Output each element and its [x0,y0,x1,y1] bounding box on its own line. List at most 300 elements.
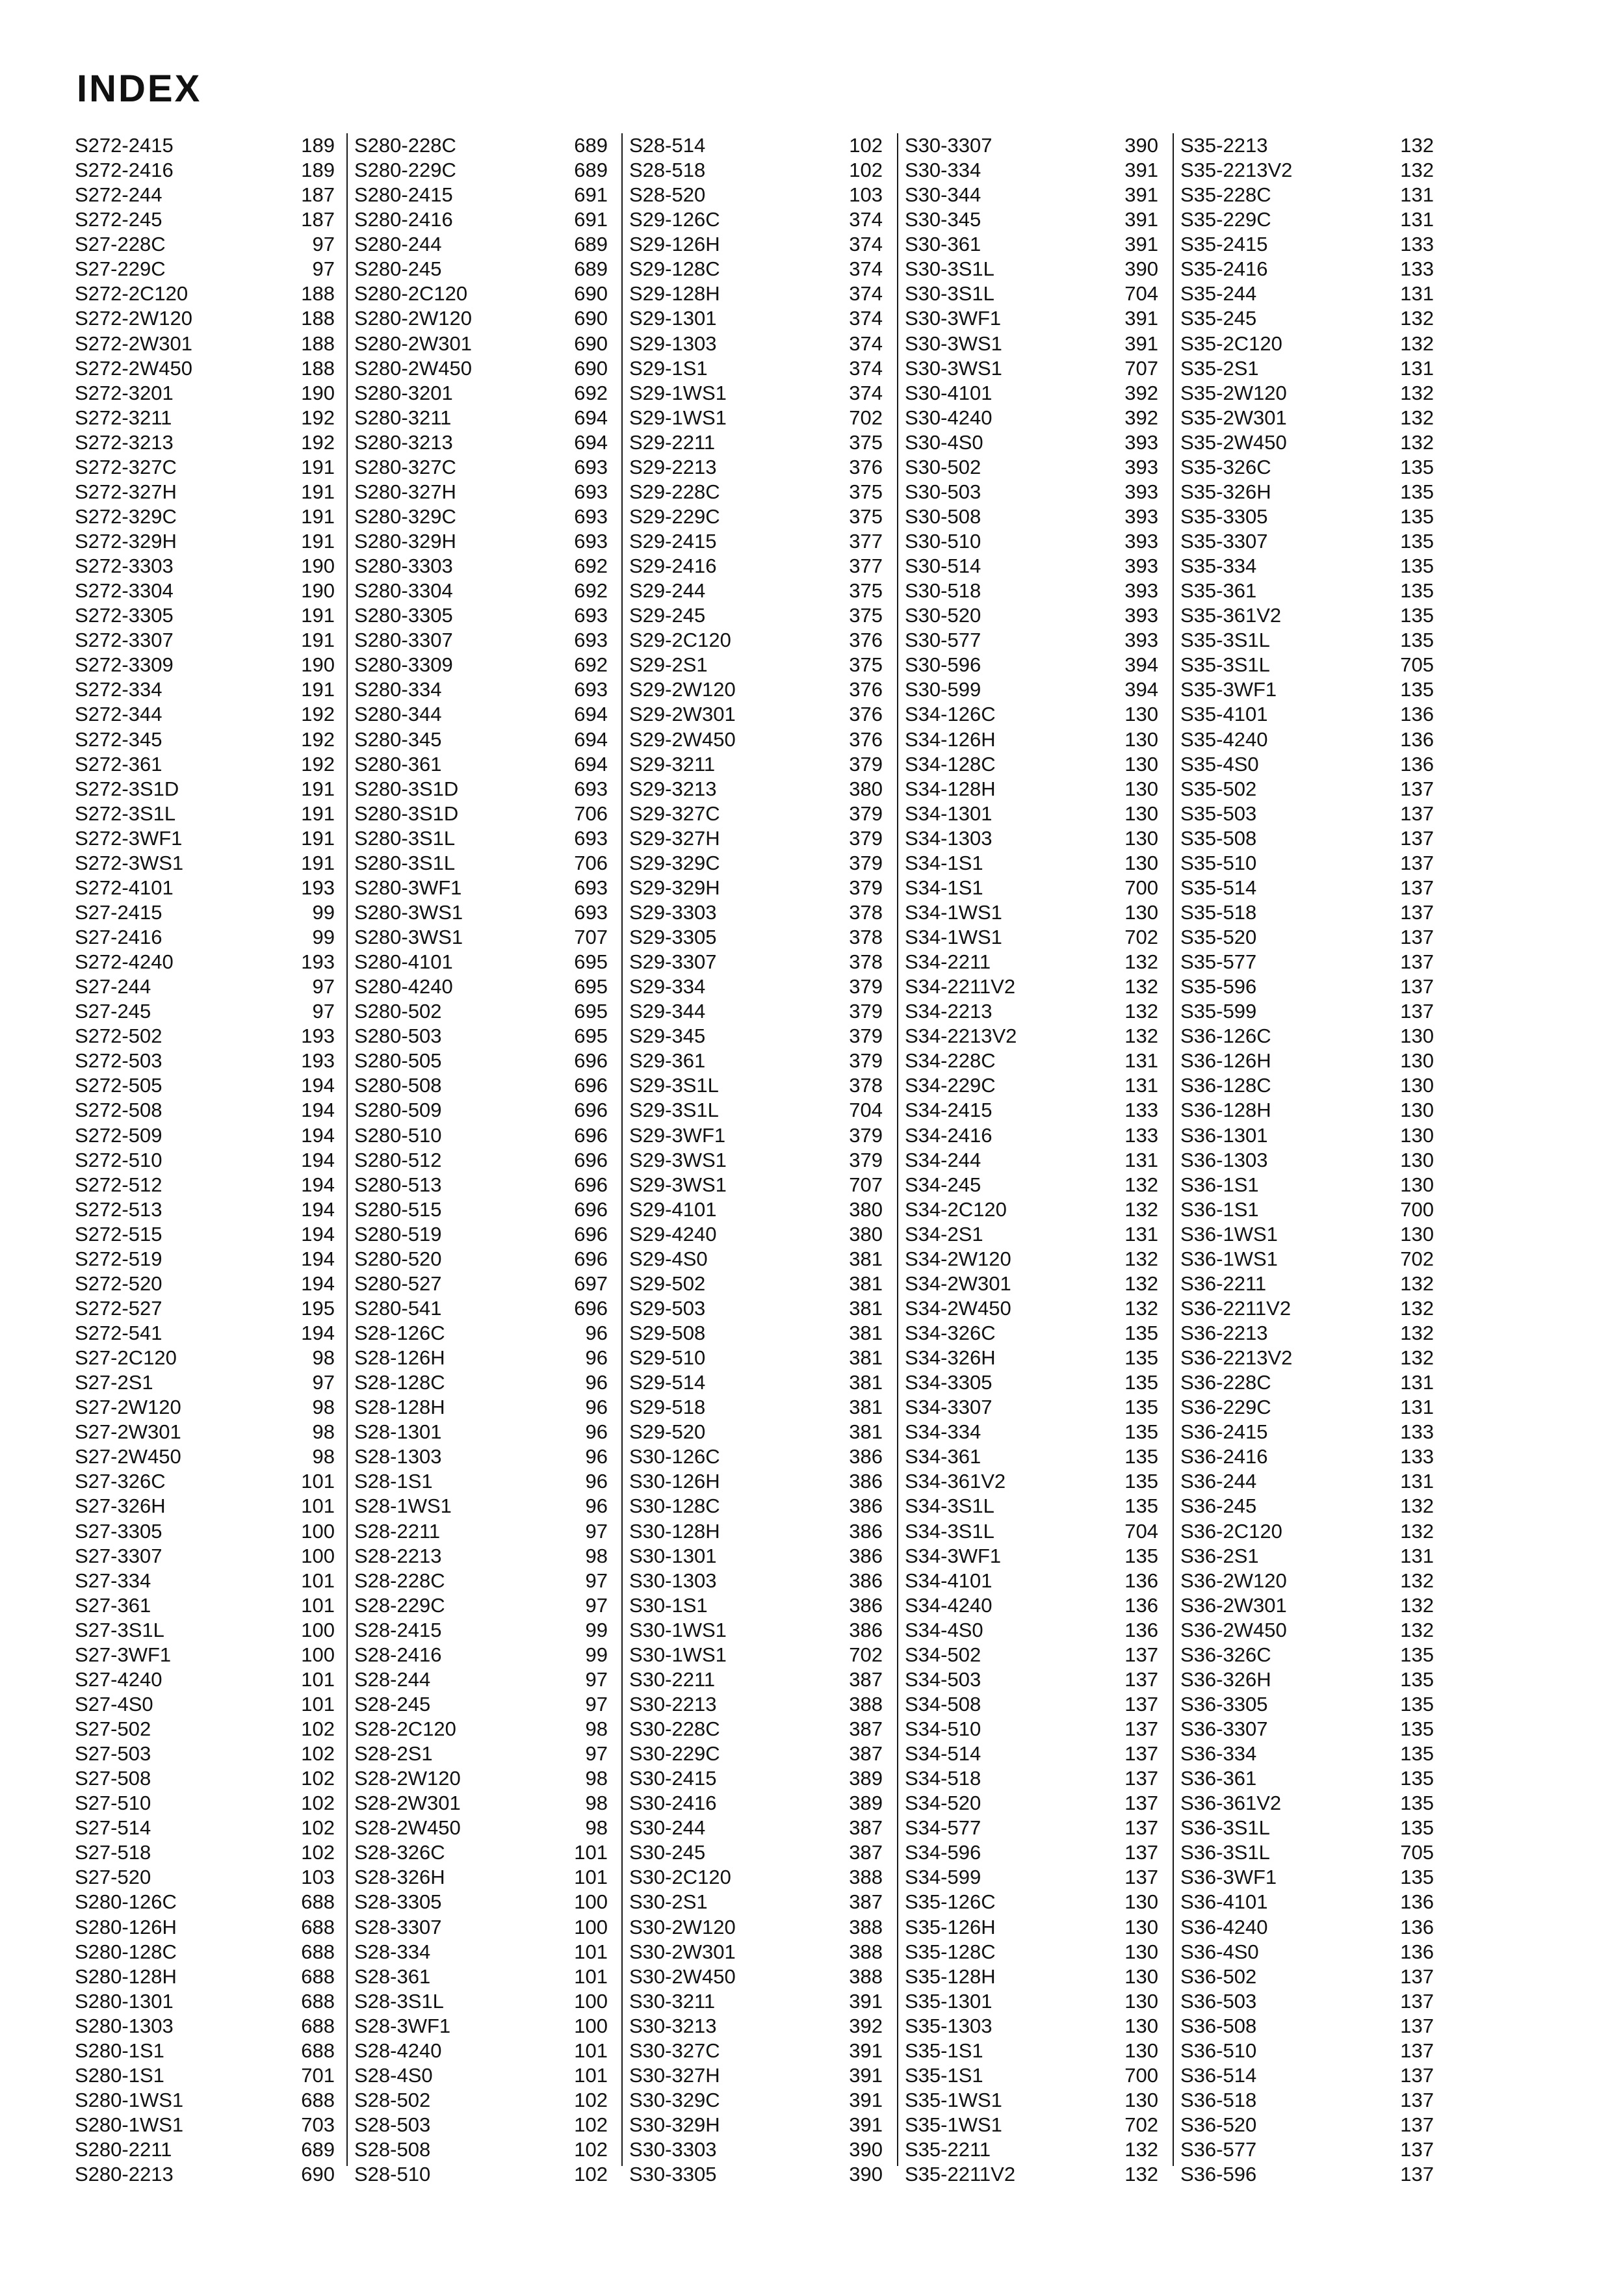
index-entry [905,1865,1158,1890]
page-number: 102 [574,2088,608,2111]
page-number: 194 [301,1222,335,1246]
page-number: 137 [1124,1717,1158,1740]
page-number: 706 [574,802,608,825]
index-entry [1180,1544,1434,1569]
product-code: S36-228C [1180,1371,1271,1394]
page-number: 693 [574,629,608,652]
index-entry [905,1766,1158,1791]
product-code: S34-2C120 [905,1197,1007,1221]
product-code: S30-2415 [629,1767,717,1790]
page-number: 131 [1400,1396,1434,1419]
index-entry [1180,1494,1434,1519]
page-number: 137 [1400,900,1434,924]
index-entry [75,1494,335,1519]
index-entry [629,232,883,257]
product-code: S29-345 [629,1024,706,1048]
product-code: S34-2S1 [905,1222,983,1246]
page-number: 381 [849,1296,883,1320]
page-number: 386 [849,1445,883,1468]
index-entry [354,2137,608,2162]
product-code: S36-128C [1180,1074,1271,1097]
page-number: 98 [312,1420,335,1444]
index-entry [1180,1370,1434,1395]
page-number: 188 [301,282,335,306]
page-number: 688 [301,2014,335,2037]
page-number: 132 [1124,1197,1158,1221]
product-code: S28-128H [354,1396,445,1419]
product-code: S36-326H [1180,1667,1271,1691]
product-code: S36-4240 [1180,1915,1268,1938]
page-number: 97 [585,1692,608,1715]
page-number: 194 [301,1272,335,1295]
product-code: S35-2213V2 [1180,159,1293,182]
index-entry [905,1296,1158,1321]
page-number: 101 [301,1692,335,1715]
product-code: S36-1WS1 [1180,1247,1278,1270]
page-number: 696 [574,1173,608,1196]
index-entry [905,1791,1158,1816]
product-code: S30-3S1L [905,257,994,281]
page-number: 387 [849,1816,883,1840]
page-number: 137 [1124,1866,1158,1889]
page-number: 132 [1124,1024,1158,1048]
product-code: S35-502 [1180,777,1257,800]
product-code: S35-2416 [1180,257,1268,281]
product-code: S36-2213V2 [1180,1346,1293,1370]
page-number: 393 [1124,455,1158,478]
product-code: S280-245 [354,257,442,281]
page-number: 137 [1124,1792,1158,1815]
index-entry [75,1940,335,1964]
page-number: 102 [301,1841,335,1864]
page-number: 696 [574,1099,608,1122]
page-number: 97 [312,1000,335,1023]
product-code: S30-3305 [629,2163,717,2186]
page-number: 102 [301,1816,335,1840]
page-number: 102 [301,1742,335,1766]
index-entry [1180,207,1434,232]
page-number: 707 [1124,356,1158,380]
product-code: S35-126C [905,1890,996,1914]
page-number: 137 [1400,802,1434,825]
index-entry [75,950,335,974]
index-entry [75,1148,335,1173]
index-entry [905,999,1158,1024]
index-entry [354,480,608,504]
index-entry [905,628,1158,653]
page-number: 700 [1400,1197,1434,1221]
page-number: 187 [301,208,335,231]
product-code: S30-2C120 [629,1866,731,1889]
index-entry [75,1667,335,1692]
product-code: S280-3WF1 [354,876,462,899]
product-code: S27-229C [75,257,166,281]
index-entry [905,851,1158,876]
index-entry [354,406,608,430]
page-number: 137 [1400,2163,1434,2186]
product-code: S35-596 [1180,975,1257,998]
product-code: S27-228C [75,233,166,256]
page-number: 102 [849,159,883,182]
product-code: S29-3S1L [629,1074,719,1097]
index-entry [1180,430,1434,455]
page-number: 131 [1124,1148,1158,1171]
index-entry [75,628,335,653]
page-number: 100 [301,1519,335,1543]
product-code: S30-503 [905,480,981,503]
index-entry [1180,1940,1434,1964]
index-entry [1180,257,1434,281]
page-number: 191 [301,604,335,627]
index-entry [75,207,335,232]
page-number: 135 [1124,1420,1158,1444]
index-entry [905,257,1158,281]
index-entry [905,1148,1158,1173]
page-number: 100 [301,1544,335,1567]
index-entry [354,1444,608,1469]
page-number: 135 [1400,1717,1434,1740]
index-entry [75,999,335,1024]
page-number: 191 [301,455,335,478]
page-number: 130 [1124,851,1158,874]
page-number: 100 [301,1618,335,1641]
index-entry [905,1420,1158,1444]
product-code: S280-503 [354,1024,442,1048]
index-entry [75,1444,335,1469]
index-entry [75,851,335,876]
page-number: 392 [1124,381,1158,404]
product-code: S35-3S1L [1180,629,1270,652]
page-number: 132 [1124,950,1158,974]
index-entry [629,1593,883,1618]
page-number: 96 [585,1420,608,1444]
page-number: 379 [849,1000,883,1023]
page-number: 137 [1400,1000,1434,1023]
index-entry [354,752,608,777]
index-entry [905,1395,1158,1420]
product-code: S280-229C [354,159,456,182]
index-entry [905,579,1158,603]
index-entry [75,133,335,158]
product-code: S34-520 [905,1792,981,1815]
index-entry [75,480,335,504]
page-number: 689 [574,159,608,182]
page-number: 98 [585,1792,608,1815]
page-number: 195 [301,1296,335,1320]
product-code: S36-126C [1180,1024,1271,1048]
index-entry [905,1272,1158,1296]
index-entry [354,133,608,158]
product-code: S35-4S0 [1180,752,1259,776]
index-entry [905,1989,1158,2014]
product-code: S36-1S1 [1180,1197,1259,1221]
product-code: S36-2415 [1180,1420,1268,1444]
product-code: S34-4240 [905,1593,993,1617]
index-entry [905,1840,1158,1865]
page-number: 132 [1124,1272,1158,1295]
page-number: 135 [1400,1792,1434,1815]
product-code: S34-3WF1 [905,1544,1002,1567]
index-entry [1180,1148,1434,1173]
page-number: 97 [585,1569,608,1592]
page-number: 388 [849,1692,883,1715]
page-number: 194 [301,1123,335,1147]
index-entry [75,2113,335,2137]
page-number: 97 [585,1742,608,1766]
page-number: 705 [1400,1841,1434,1864]
index-entry [905,974,1158,999]
page-number: 192 [301,727,335,751]
index-entry [354,1346,608,1370]
page-number: 101 [574,1964,608,1988]
index-entry [1180,332,1434,356]
product-code: S29-2W301 [629,703,736,726]
index-entry [1180,2039,1434,2063]
index-entry [354,777,608,802]
index-entry [905,1692,1158,1717]
product-code: S28-245 [354,1692,431,1715]
index-entry [629,1494,883,1519]
product-code: S30-502 [905,455,981,478]
index-entry [75,1049,335,1073]
page-number: 693 [574,900,608,924]
page-number: 135 [1124,1322,1158,1344]
page-number: 96 [585,1396,608,1419]
index-entry [905,900,1158,925]
page-number: 690 [574,332,608,355]
index-entry [354,1890,608,1914]
page-number: 374 [849,332,883,355]
index-entry [1180,356,1434,381]
product-code: S280-2213 [75,2163,174,2186]
page-number: 393 [1124,579,1158,603]
product-code: S30-2W450 [629,1964,736,1988]
page-number: 135 [1400,1866,1434,1889]
page-number: 381 [849,1247,883,1270]
page-number: 381 [849,1420,883,1444]
page-number: 688 [301,1915,335,1938]
index-entry [905,1197,1158,1222]
index-entry [75,1890,335,1914]
page-number: 136 [1124,1569,1158,1592]
product-code: S272-327C [75,455,177,478]
index-entry [629,1247,883,1272]
page-number: 393 [1124,530,1158,553]
index-entry [629,1717,883,1742]
product-code: S27-244 [75,975,151,998]
product-code: S30-1S1 [629,1593,708,1617]
product-code: S29-2415 [629,530,717,553]
product-code: S28-518 [629,159,706,182]
product-code: S272-2W301 [75,332,192,355]
product-code: S29-503 [629,1296,706,1320]
page-number: 137 [1400,2088,1434,2111]
product-code: S280-527 [354,1272,442,1295]
page-number: 194 [301,1197,335,1221]
product-code: S28-3WF1 [354,2014,451,2037]
index-entry [1180,752,1434,777]
product-code: S36-2W301 [1180,1593,1287,1617]
page-number: 99 [585,1643,608,1666]
product-code: S280-128C [75,1940,177,1963]
product-code: S28-2W301 [354,1792,461,1815]
index-entry [1180,406,1434,430]
index-entry [354,281,608,306]
product-code: S280-3309 [354,653,453,677]
product-code: S36-577 [1180,2138,1257,2161]
product-code: S29-2W450 [629,727,736,751]
page-number: 132 [1124,1173,1158,1196]
page-number: 135 [1400,554,1434,578]
product-code: S35-4101 [1180,703,1268,726]
product-code: S272-3211 [75,406,172,429]
index-entry [75,306,335,331]
page-number: 381 [849,1322,883,1344]
product-code: S34-1WS1 [905,926,1002,948]
page-number: 375 [849,579,883,603]
index-entry [75,1643,335,1667]
page-number: 137 [1400,1989,1434,2013]
index-entry [1180,826,1434,851]
page-number: 697 [574,1272,608,1295]
page-number: 130 [1124,703,1158,726]
page-number: 97 [585,1519,608,1543]
index-entry [629,1073,883,1098]
page-number: 136 [1124,1593,1158,1617]
page-number: 133 [1124,1099,1158,1122]
product-code: S34-3305 [905,1371,993,1394]
index-entry [905,1717,1158,1742]
index-entry [354,1643,608,1667]
index-entry [75,1840,335,1865]
page-number: 392 [1124,406,1158,429]
index-entry [1180,1420,1434,1444]
index-entry [354,1296,608,1321]
index-entry [1180,133,1434,158]
index-entry [1180,1197,1434,1222]
product-code: S280-2C120 [354,282,468,306]
page-number: 391 [1124,159,1158,182]
page-number: 132 [1400,307,1434,330]
index-entry [75,1197,335,1222]
page-number: 374 [849,356,883,380]
index-entry [1180,306,1434,331]
product-code: S36-1303 [1180,1148,1268,1171]
index-entry [354,1840,608,1865]
product-code: S27-3S1L [75,1618,164,1641]
index-entry [905,2039,1158,2063]
index-entry [75,381,335,406]
product-code: S36-520 [1180,2113,1257,2136]
index-entry [629,1444,883,1469]
index-entry [905,1643,1158,1667]
index-entry [354,1915,608,1940]
product-code: S34-326H [905,1346,996,1370]
index-column-5 [1173,133,1434,2186]
index-entry [629,1865,883,1890]
index-entry [354,2039,608,2063]
page-number: 387 [849,1667,883,1691]
index-entry [905,430,1158,455]
page-number: 386 [849,1470,883,1493]
page-number: 381 [849,1272,883,1295]
index-entry [1180,1569,1434,1593]
index-entry [75,677,335,702]
page-number: 97 [312,1371,335,1394]
product-code: S28-326H [354,1866,445,1889]
product-code: S29-3WF1 [629,1123,726,1147]
page-number: 101 [301,1494,335,1518]
index-entry [75,1395,335,1420]
product-code: S29-2S1 [629,653,708,677]
page-number: 689 [574,257,608,281]
product-code: S280-3213 [354,430,453,454]
index-entry [1180,1222,1434,1247]
index-entry [354,851,608,876]
page-number: 379 [849,1123,883,1147]
page-number: 100 [574,1989,608,2013]
index-entry [75,1717,335,1742]
product-code: S29-1303 [629,332,717,355]
index-entry [629,1296,883,1321]
product-code: S29-3S1L [629,1099,719,1122]
index-entry [75,1073,335,1098]
index-entry [75,1346,335,1370]
index-entry [629,727,883,752]
page-number: 135 [1400,678,1434,701]
product-code: S29-1WS1 [629,381,727,404]
index-entry [75,232,335,257]
product-code: S28-2W120 [354,1767,461,1790]
product-code: S29-1WS1 [629,406,727,429]
page-number: 103 [849,183,883,207]
page-number: 135 [1124,1494,1158,1518]
product-code: S27-2C120 [75,1346,177,1370]
index-entry [629,1346,883,1370]
index-entry [354,876,608,900]
page-number: 187 [301,183,335,207]
product-code: S280-4101 [354,950,453,974]
product-code: S35-3307 [1180,530,1268,553]
index-entry [1180,1915,1434,1940]
product-code: S29-1S1 [629,356,708,380]
product-code: S272-334 [75,678,162,701]
page-number: 693 [574,826,608,850]
product-code: S280-1S1 [75,2039,164,2062]
index-entry [905,752,1158,777]
page-number: 390 [849,2138,883,2161]
product-code: S30-329C [629,2088,720,2111]
index-entry [75,158,335,183]
product-code: S272-3307 [75,629,174,652]
product-code: S280-327H [354,480,456,503]
index-entry [629,826,883,851]
index-entry [354,1049,608,1073]
page-number: 691 [574,183,608,207]
page-number: 131 [1400,1544,1434,1567]
product-code: S28-126C [354,1322,445,1344]
page-number: 690 [301,2163,335,2186]
index-entry [354,974,608,999]
page-number: 381 [849,1396,883,1419]
page-number: 694 [574,703,608,726]
index-entry [1180,1444,1434,1469]
index-entry [354,529,608,554]
product-code: S35-2W301 [1180,406,1287,429]
product-code: S272-244 [75,183,162,207]
page-number: 193 [301,1024,335,1048]
product-code: S30-344 [905,183,981,207]
